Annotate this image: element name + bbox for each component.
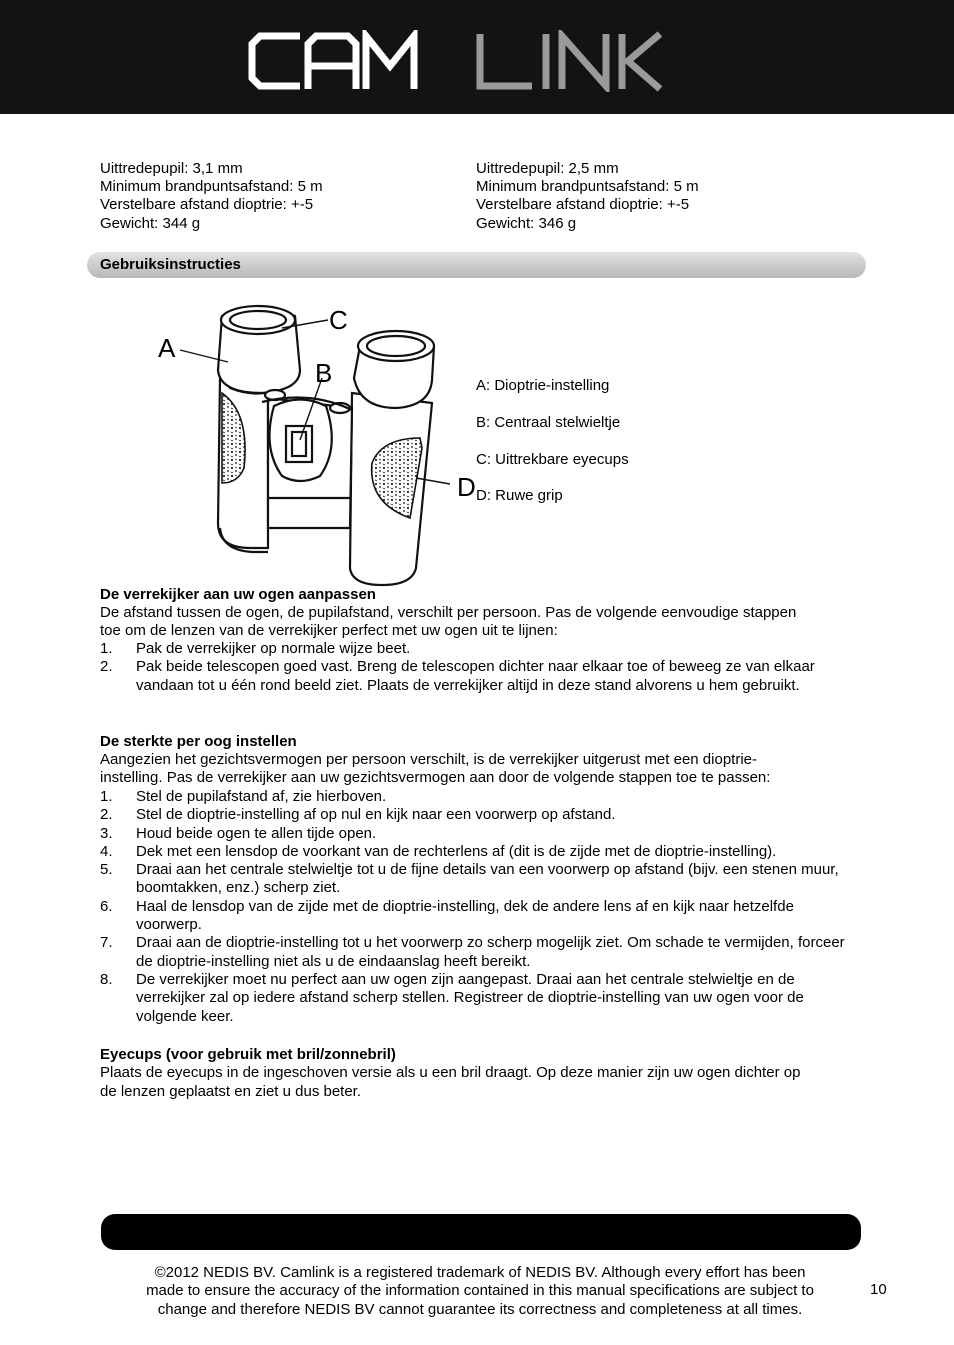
footer-copyright — [110, 1264, 850, 1319]
list-item: 6. Haal de lensdop van de zijde met de dioptrie-instelling, dek de andere lens af en kijk naar hetzelfde voorwerp. — [100, 897, 794, 934]
legend-item: A: Dioptrie-instelling — [476, 377, 610, 394]
spec-left-line: Verstelbare afstand dioptrie: +-5 — [100, 196, 314, 213]
spec-right-line: Uittredepupil: 2,5 mm — [476, 160, 619, 177]
section-heading: De verrekijker aan uw ogen aanpassen — [100, 586, 376, 603]
page-number: 10 — [870, 1281, 887, 1298]
list-item: 2. Pak beide telescopen goed vast. Breng de telescopen dichter naar elkaar toe of beweeg ze van elkaar vandaan tot u één rond beeld ziet. Plaats de verrekijker altijd in deze stand alvorens u hem gebruikt. — [100, 658, 815, 694]
footer-line: ©2012 NEDIS BV. Camlink is a registered trademark of NEDIS BV. Although every effort has been — [154, 1264, 806, 1281]
numbered-list — [100, 640, 860, 695]
legend-item: B: Centraal stelwieltje — [476, 414, 621, 431]
paragraph-line: de lenzen geplaatst en ziet u dus beter. — [100, 1083, 362, 1100]
list-item: 4. Dek met een lensdop de voorkant van de rechterlens af (dit is de zijde met de dioptrie-instelling). — [100, 842, 777, 860]
list-item: 7. Draai aan de dioptrie-instelling tot u het voorwerp zo scherp mogelijk ziet. Om schade te vermijden, forceer de dioptrie-instelling niet als u de eindaanslag heeft bereikt. — [100, 934, 845, 970]
footer-bar — [101, 1214, 861, 1250]
list-item: 2. Stel de dioptrie-instelling af op nul en kijk naar een voorwerp op afstand. — [100, 806, 616, 824]
footer-line: change and therefore NEDIS BV cannot guarantee its correctness and completeness at all times. — [157, 1300, 803, 1318]
paragraph-line: Aangezien het gezichtsvermogen per persoon verschilt, is de verrekijker uitgerust met een dioptrie- — [100, 751, 757, 768]
section-heading: Eyecups (voor gebruik met bril/zonnebril) — [100, 1046, 396, 1063]
list-item: 5. Draai aan het centrale stelwieltje tot u de fijne details van een voorwerp op afstand (bijv. een stenen muur, boomtakken, enz.) scherp ziet. — [100, 861, 839, 897]
legend-item: C: Uittrekbare eyecups — [476, 451, 629, 468]
paragraph-line: De afstand tussen de ogen, de pupilafstand, verschilt per persoon. Pas de volgende eenvoudige stappen — [100, 604, 797, 621]
spec-left-line: Minimum brandpuntsafstand: 5 m — [100, 178, 323, 195]
section-heading: De sterkte per oog instellen — [100, 733, 297, 750]
legend-item: D: Ruwe grip — [476, 487, 563, 504]
spec-left-line: Uittredepupil: 3,1 mm — [100, 160, 243, 177]
spec-right-line: Minimum brandpuntsafstand: 5 m — [476, 178, 699, 195]
spec-right-line: Verstelbare afstand dioptrie: +-5 — [476, 196, 690, 213]
list-item: 1. Pak de verrekijker op normale wijze beet. — [100, 640, 411, 657]
diagram-letter-d: D — [457, 472, 476, 502]
paragraph-line: instelling. Pas de verrekijker aan uw gezichtsvermogen aan door de volgende stappen toe te passen: — [100, 769, 771, 786]
list-item: 1. Stel de pupilafstand af, zie hierboven. — [100, 788, 387, 805]
paragraph-line: toe om de lenzen van de verrekijker perfect met uw ogen uit te lijnen: — [100, 622, 558, 639]
diagram-letter-c: C — [329, 305, 348, 335]
section-title: Gebruiksinstructies — [100, 256, 241, 273]
spec-left-line: Gewicht: 344 g — [100, 215, 201, 232]
diagram-letter-b: B — [315, 358, 333, 388]
header-bar — [0, 0, 954, 114]
paragraph-line: Plaats de eyecups in de ingeschoven versie als u een bril draagt. Op deze manier zijn uw ogen dichter op — [100, 1064, 801, 1081]
binoculars-diagram — [150, 298, 480, 590]
footer-line: made to ensure the accuracy of the information contained in this manual specifications are subject to — [146, 1282, 814, 1300]
camlink-logo — [248, 30, 708, 92]
diagram-letter-a: A — [158, 333, 176, 363]
spec-right-line: Gewicht: 346 g — [476, 215, 577, 232]
section-header-bar — [87, 252, 866, 278]
list-item: 3. Houd beide ogen te allen tijde open. — [100, 824, 377, 842]
numbered-list — [100, 788, 860, 1026]
list-item: 8. De verrekijker moet nu perfect aan uw ogen zijn aangepast. Draai aan het centrale stelwieltje en de verrekijker zal op iedere afstand scherp stellen. Registreer de dioptrie-instelling van uw ogen voor de volgende keer. — [100, 970, 804, 1025]
